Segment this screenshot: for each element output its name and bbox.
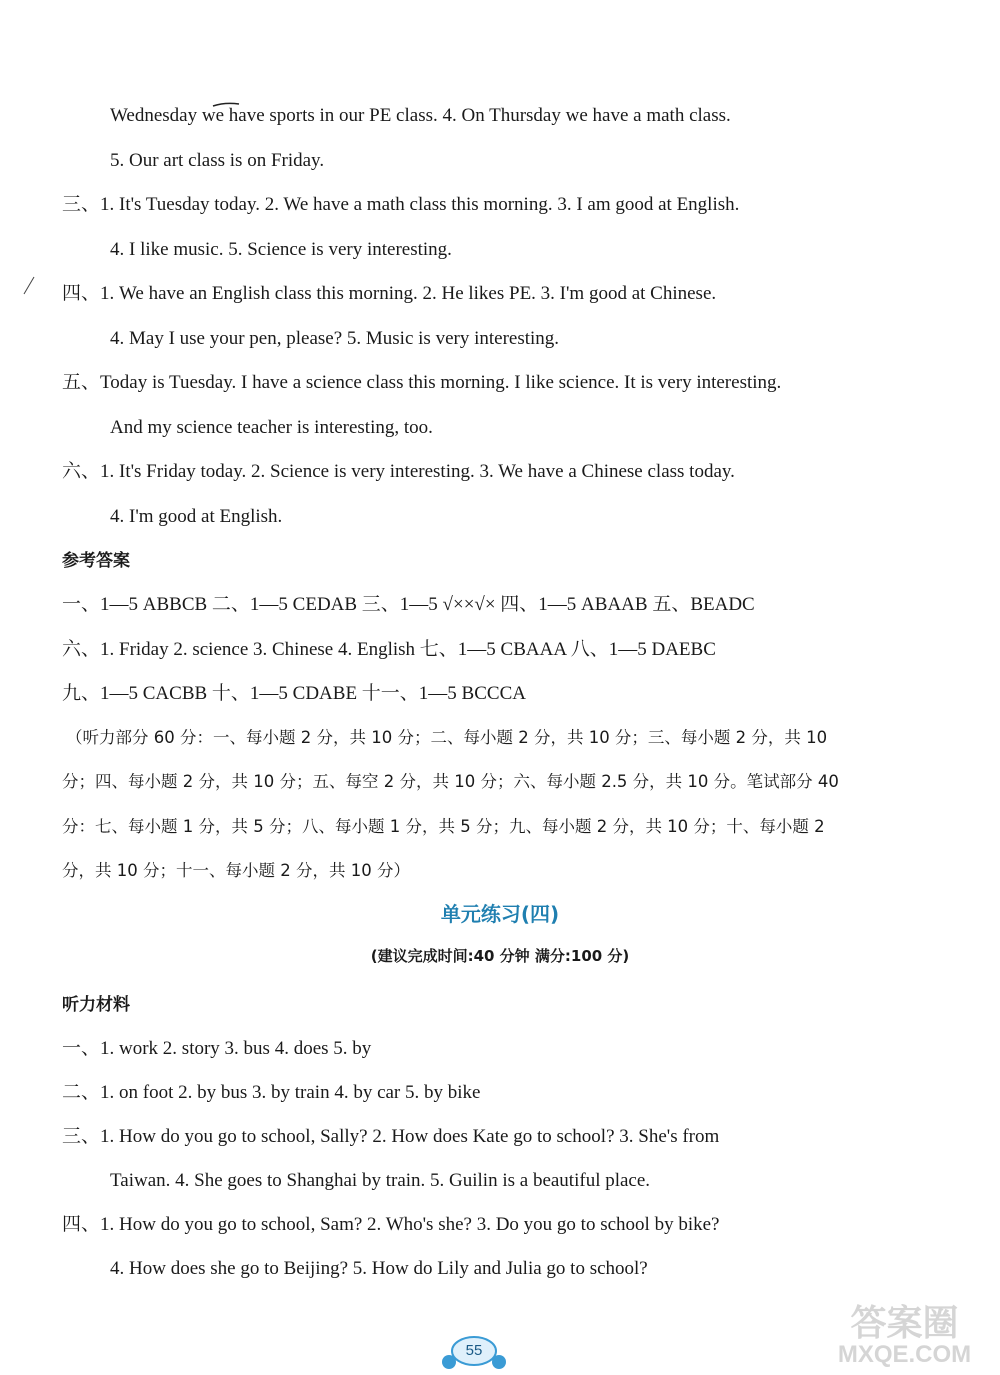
- answer-line: 九、1—5 CACBB 十、1—5 CDABE 十一、1—5 BCCCA: [62, 683, 526, 704]
- text-line: 六、1. It's Friday today. 2. Science is very interesting. 3. We have a Chinese class today.: [62, 461, 735, 482]
- scoring-line: 分，共 10 分；十一、每小题 2 分，共 10 分）: [62, 861, 410, 880]
- listening-line: 4. How does she go to Beijing? 5. How do Lily and Julia go to school?: [110, 1258, 648, 1279]
- answer-line: 一、1—5 ABBCB 二、1—5 CEDAB 三、1—5 √××√× 四、1—5 ABAAB 五、BEADC: [62, 594, 755, 615]
- answers-heading: 参考答案: [62, 551, 130, 571]
- text-line: 4. I'm good at English.: [110, 506, 283, 527]
- unit-title: 单元练习(四): [440, 902, 560, 926]
- listening-line: 一、1. work 2. story 3. bus 4. does 5. by: [62, 1038, 372, 1059]
- scoring-line: （听力部分 60 分：一、每小题 2 分，共 10 分；二、每小题 2 分，共 10 分；三、每小题 2 分，共 10: [66, 728, 828, 747]
- stamp-mark: [207, 100, 277, 148]
- listening-line: 三、1. How do you go to school, Sally? 2. How does Kate go to school? 3. She's from: [62, 1126, 720, 1147]
- unit-subtitle: (建议完成时间:40 分钟 满分:100 分): [370, 947, 630, 965]
- watermark-url: MXQE.COM: [837, 1341, 972, 1368]
- text-line: 三、1. It's Tuesday today. 2. We have a math class this morning. 3. I am good at English.: [62, 194, 740, 215]
- text-line: 4. May I use your pen, please? 5. Music is very interesting.: [110, 328, 560, 349]
- listening-heading: 听力材料: [62, 995, 130, 1015]
- page-number: 55: [465, 1342, 483, 1359]
- watermark-logo-text: 答案圈: [850, 1303, 959, 1344]
- scoring-line: 分；四、每小题 2 分，共 10 分；五、每空 2 分，共 10 分；六、每小题 2.5 分，共 10 分。笔试部分 40: [62, 772, 839, 791]
- scoring-line: 分：七、每小题 1 分，共 5 分；八、每小题 1 分，共 5 分；九、每小题 2 分，共 10 分；十、每小题 2: [62, 817, 825, 836]
- watermark: [812, 1295, 997, 1373]
- text-line: And my science teacher is interesting, too.: [110, 417, 433, 438]
- text-line: Wednesday we have sports in our PE class. 4. On Thursday we have a math class.: [110, 105, 731, 126]
- listening-line: 二、1. on foot 2. by bus 3. by train 4. by car 5. by bike: [62, 1082, 481, 1103]
- text-line: 四、1. We have an English class this morning. 2. He likes PE. 3. I'm good at Chinese.: [62, 283, 717, 304]
- text-line: 5. Our art class is on Friday.: [110, 150, 325, 171]
- answer-line: 六、1. Friday 2. science 3. Chinese 4. English 七、1—5 CBAAA 八、1—5 DAEBC: [62, 639, 716, 660]
- listening-line: 四、1. How do you go to school, Sam? 2. Who's she? 3. Do you go to school by bike?: [62, 1214, 720, 1235]
- listening-line: Taiwan. 4. She goes to Shanghai by train. 5. Guilin is a beautiful place.: [110, 1170, 651, 1191]
- page-number-badge: [440, 1334, 508, 1370]
- text-line: 4. I like music. 5. Science is very interesting.: [110, 239, 452, 260]
- pen-stroke-mark: [22, 276, 36, 296]
- text-line: 五、Today is Tuesday. I have a science class this morning. I like science. It is very interesting.: [62, 372, 782, 393]
